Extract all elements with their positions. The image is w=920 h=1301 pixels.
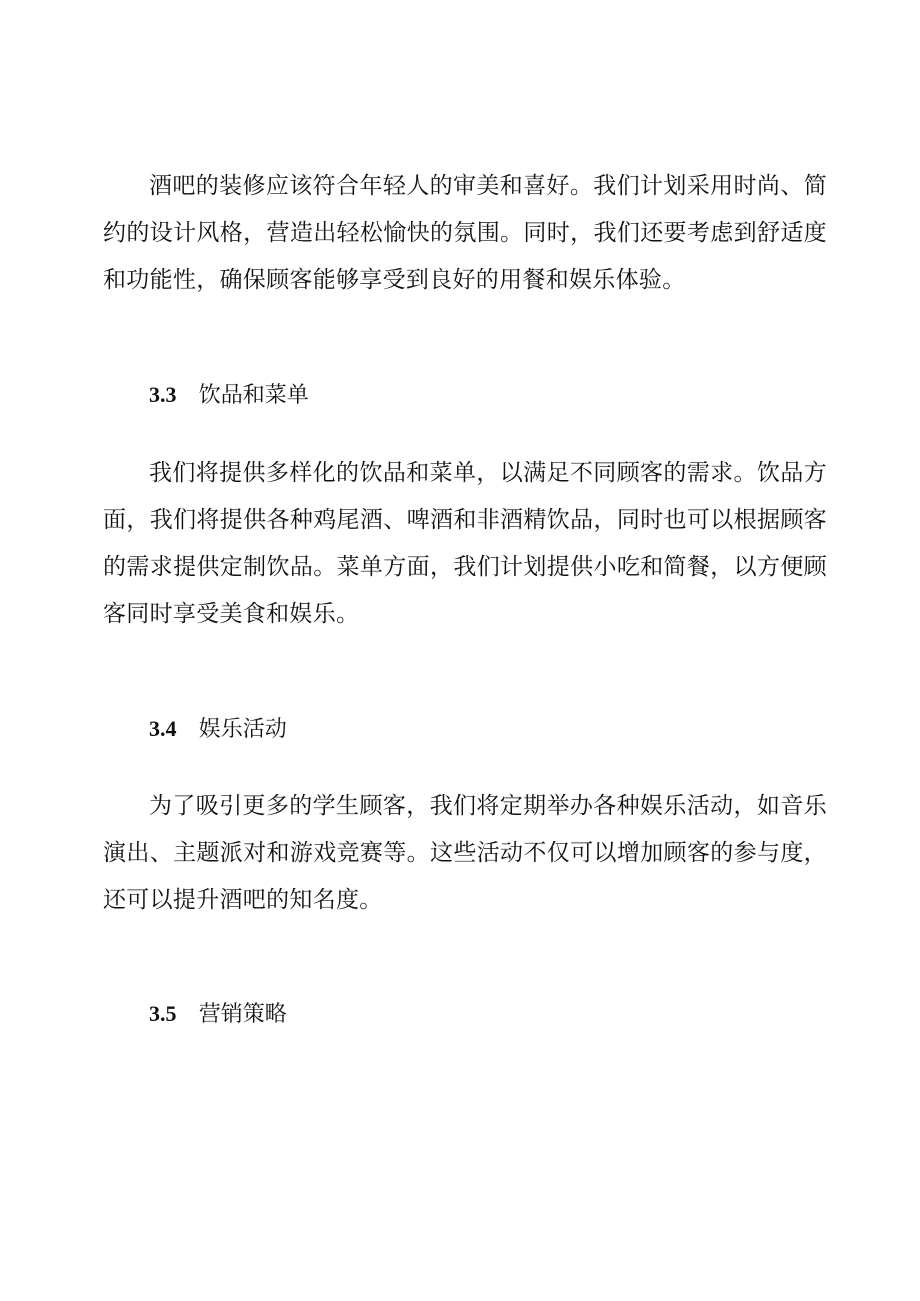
section-heading-3-3	[149, 380, 309, 411]
paragraph-decoration: 酒吧的装修应该符合年轻人的审美和喜好。我们计划采用时尚、简约的设计风格，营造出轻松愉快的氛围。同时，我们还要考虑到舒适度和功能性，确保顾客能够享受到良好的用餐和娱乐体验。	[103, 173, 827, 293]
section-title: 饮品和菜单	[198, 383, 309, 408]
section-number: 3.5	[149, 1001, 177, 1026]
paragraph-drinks-menu: 我们将提供多样化的饮品和菜单，以满足不同顾客的需求。饮品方面，我们将提供各种鸡尾酒、啤酒和非酒精饮品，同时也可以根据顾客的需求提供定制饮品。菜单方面，我们计划提供小吃和简餐，以方便顾客同时享受美食和娱乐。	[103, 460, 827, 627]
section-number: 3.3	[149, 382, 177, 407]
section-number: 3.4	[149, 716, 177, 741]
section-heading-3-5	[149, 999, 287, 1030]
section-heading-3-4	[149, 714, 287, 745]
paragraph-entertainment: 为了吸引更多的学生顾客，我们将定期举办各种娱乐活动，如音乐演出、主题派对和游戏竞赛等。这些活动不仅可以增加顾客的参与度，还可以提升酒吧的知名度。	[103, 793, 827, 913]
section-title: 营销策略	[198, 1002, 287, 1027]
section-title: 娱乐活动	[198, 717, 287, 742]
